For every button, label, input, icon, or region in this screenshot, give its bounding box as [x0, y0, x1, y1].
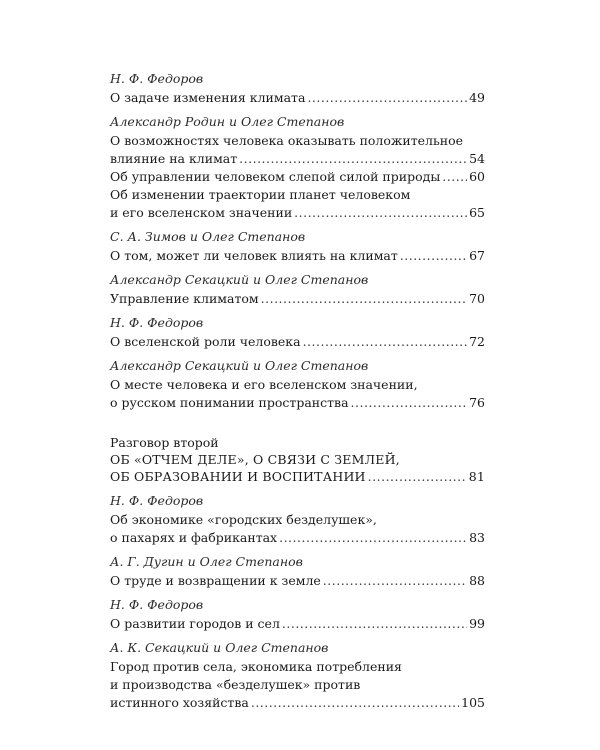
toc-entry[interactable]: [110, 615, 485, 633]
page-number: 65: [469, 205, 485, 220]
leader-dots: [294, 204, 467, 222]
entry-line: [110, 333, 485, 351]
toc-entry[interactable]: [110, 89, 485, 107]
page-number: 88: [469, 573, 485, 588]
toc-entry[interactable]: [110, 290, 485, 308]
leader-dots: [303, 333, 468, 351]
toc-entry[interactable]: [110, 376, 485, 412]
entry-title-line: и производства «безделушек» против: [110, 677, 361, 692]
entry-line: [110, 572, 485, 590]
page-number: 99: [469, 616, 485, 631]
entry-line: [110, 89, 485, 107]
entry-title: истинного хозяйства: [110, 695, 249, 710]
entry-title-line: Город против села, экономика потребления: [110, 659, 402, 674]
author-line: Александр Секацкий и Олег Степанов: [110, 272, 369, 287]
entry-line: [110, 468, 485, 486]
toc-group: [110, 596, 485, 633]
leader-dots: [307, 89, 467, 107]
toc-group: [110, 553, 485, 590]
entry-title-line: Об экономике «городских безделушек»,: [110, 512, 377, 527]
toc-group: [110, 314, 485, 351]
entry-title-line: Об изменении траектории планет человеком: [110, 187, 411, 202]
entry-line: [110, 394, 485, 412]
entry-title: и его вселенском значении: [110, 205, 293, 220]
entry-title: О труде и возвращении к земле: [110, 573, 321, 588]
entry-title: О развитии городов и сел: [110, 616, 280, 631]
leader-dots: [368, 468, 467, 486]
leader-dots: [279, 529, 467, 547]
author-line: Александр Родин и Олег Степанов: [110, 114, 345, 129]
entry-title-line: О возможностях человека оказывать положительное: [110, 133, 464, 148]
toc-group: [110, 271, 485, 308]
page-number: 76: [469, 395, 485, 410]
author-line: Александр Секацкий и Олег Степанов: [110, 358, 369, 373]
toc-group: [110, 70, 485, 107]
leader-dots: [239, 150, 467, 168]
toc-group: [110, 113, 485, 222]
page-number: 105: [461, 695, 485, 710]
page-number: 67: [469, 248, 485, 263]
leader-dots: [261, 290, 467, 308]
toc-entry[interactable]: [110, 186, 485, 222]
entry-title: Управление климатом: [110, 291, 259, 306]
leader-dots: [282, 615, 467, 633]
entry-line: [110, 150, 485, 168]
toc-group: [110, 228, 485, 265]
leader-dots: [251, 694, 459, 712]
conversation-title-entry[interactable]: [110, 451, 485, 486]
entry-line: [110, 204, 485, 222]
conversation-section: [110, 434, 485, 486]
toc-entry[interactable]: [110, 333, 485, 351]
author-line: А. К. Секацкий и Олег Степанов: [110, 640, 329, 655]
author-line: С. А. Зимов и Олег Степанов: [110, 229, 306, 244]
author-line: А. Г. Дугин и Олег Степанов: [110, 554, 303, 569]
page-number: 54: [469, 151, 485, 166]
entry-title: о пахарях и фабрикантах: [110, 530, 278, 545]
entry-title: О задаче изменения климата: [110, 90, 306, 105]
entry-line: [110, 290, 485, 308]
entry-line: [110, 694, 485, 712]
toc-entry[interactable]: [110, 132, 485, 168]
page-number: 60: [469, 169, 485, 184]
leader-dots: [351, 394, 468, 412]
toc-entry[interactable]: [110, 168, 485, 186]
entry-title: Об управлении человеком слепой силой природы: [110, 169, 441, 184]
leader-dots: [323, 572, 467, 590]
author-line: Н. Ф. Федоров: [110, 493, 204, 508]
entry-title: влияние на климат: [110, 151, 238, 166]
author-line: Н. Ф. Федоров: [110, 315, 204, 330]
page-number: 72: [469, 334, 485, 349]
entry-title: О вселенской роли человека: [110, 334, 301, 349]
toc-entry[interactable]: [110, 247, 485, 265]
toc-entry[interactable]: [110, 511, 485, 547]
entry-line: [110, 168, 485, 186]
page-number: 83: [469, 530, 485, 545]
toc-entry[interactable]: [110, 572, 485, 590]
leader-dots: [442, 168, 467, 186]
entry-title: О том, может ли человек влиять на климат: [110, 248, 398, 263]
toc-group: [110, 357, 485, 412]
entry-line: [110, 529, 485, 547]
entry-title-line: О месте человека и его вселенском значении,: [110, 377, 418, 392]
page-number: 49: [469, 90, 485, 105]
page-number: 81: [468, 469, 485, 484]
conversation-title-line: ОБ «ОТЧЕМ ДЕЛЕ», О СВЯЗИ С ЗЕМЛЕЙ,: [110, 452, 400, 467]
conversation-label: Разговор второй: [110, 435, 219, 450]
page-number: 70: [469, 291, 485, 306]
entry-title: о русском понимании пространства: [110, 395, 349, 410]
entry-line: [110, 615, 485, 633]
author-line: Н. Ф. Федоров: [110, 71, 204, 86]
toc-group: [110, 492, 485, 547]
table-of-contents: [110, 70, 485, 718]
author-line: Н. Ф. Федоров: [110, 597, 204, 612]
conversation-title: ОБ ОБРАЗОВАНИИ И ВОСПИТАНИИ: [110, 469, 366, 484]
toc-entry[interactable]: [110, 658, 485, 712]
leader-dots: [400, 247, 467, 265]
toc-group: [110, 639, 485, 712]
entry-line: [110, 247, 485, 265]
